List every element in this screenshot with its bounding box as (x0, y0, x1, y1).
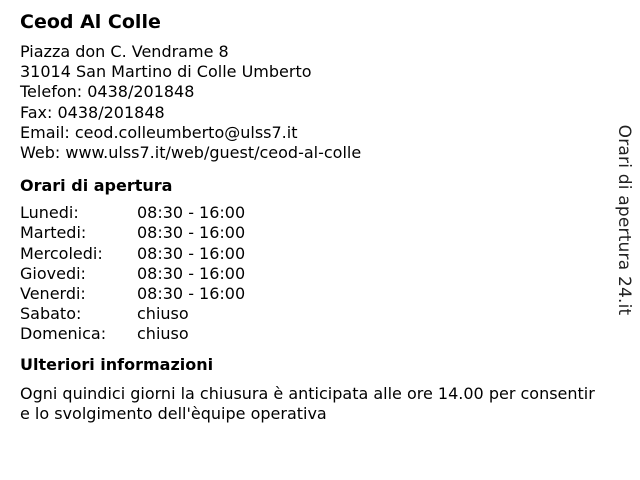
opening-hours-heading: Orari di apertura (20, 176, 173, 196)
time-value: 08:30 - 16:00 (137, 243, 246, 263)
day-label: Martedi: (20, 223, 87, 243)
hours-row-wednesday (20, 244, 600, 264)
day-label: Mercoledi: (20, 243, 103, 263)
hours-row-friday (20, 284, 600, 304)
day-label: Lunedi: (20, 203, 79, 223)
hours-row-thursday (20, 264, 600, 284)
address-line-1: Piazza don C. Vendrame 8 (20, 42, 229, 61)
time-value: 08:30 - 16:00 (137, 263, 246, 283)
hours-row-sunday (20, 324, 600, 344)
web-line: Web: www.ulss7.it/web/guest/ceod-al-colle (20, 143, 362, 163)
time-value: chiuso (137, 304, 189, 324)
hours-row-tuesday (20, 223, 600, 243)
time-value: 08:30 - 16:00 (137, 223, 246, 243)
email-line: Email: ceod.colleumberto@ulss7.it (20, 122, 298, 142)
fax-line: Fax: 0438/201848 (20, 102, 165, 122)
day-label: Domenica: (20, 324, 107, 344)
business-name: Ceod Al Colle (20, 11, 161, 33)
time-value: 08:30 - 16:00 (137, 203, 246, 223)
phone-line: Telefon: 0438/201848 (20, 82, 195, 102)
day-label: Venerdi: (20, 284, 86, 304)
opening-hours-table (20, 203, 600, 344)
time-value: chiuso (137, 324, 189, 344)
time-value: 08:30 - 16:00 (137, 284, 246, 304)
additional-info-text: Ogni quindici giorni la chiusura è anticipata alle ore 14.00 per consentire lo svolgimento dell'èquipe operativa (20, 383, 595, 424)
additional-info-heading: Ulteriori informazioni (20, 354, 214, 374)
day-label: Sabato: (20, 304, 82, 324)
day-label: Giovedi: (20, 263, 86, 283)
address-line-2: 31014 San Martino di Colle Umberto (20, 62, 312, 82)
business-card (20, 10, 600, 425)
hours-row-monday (20, 203, 600, 223)
site-watermark: Orari di apertura 24.it (614, 124, 634, 316)
hours-row-saturday (20, 304, 600, 324)
